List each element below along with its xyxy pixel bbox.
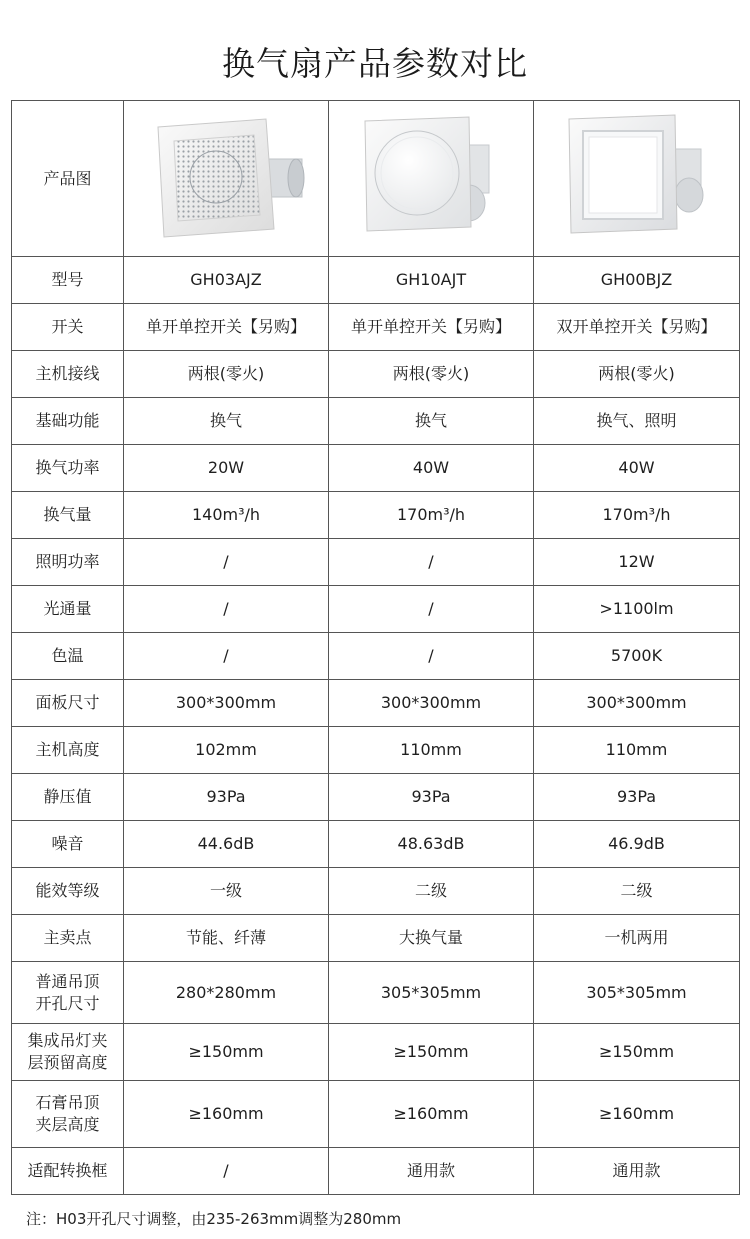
spec-row: [12, 1024, 740, 1081]
spec-value: 40W: [329, 445, 534, 492]
spec-value: GH03AJZ: [124, 257, 329, 304]
spec-row: [12, 586, 740, 633]
spec-row: [12, 727, 740, 774]
spec-value: 102mm: [124, 727, 329, 774]
spec-value: 大换气量: [329, 915, 534, 962]
round-panel-fan-image: [351, 109, 511, 249]
spec-row: [12, 680, 740, 727]
light-panel-fan-image: [557, 109, 717, 249]
spec-row: [12, 539, 740, 586]
spec-value: 20W: [124, 445, 329, 492]
spec-value: 一机两用: [534, 915, 740, 962]
spec-value: /: [124, 586, 329, 633]
spec-row: [12, 774, 740, 821]
spec-value: 5700K: [534, 633, 740, 680]
spec-value: ≥160mm: [534, 1081, 740, 1148]
spec-value: 通用款: [534, 1148, 740, 1195]
spec-value: 换气: [329, 398, 534, 445]
spec-value: 双开单控开关【另购】: [534, 304, 740, 351]
spec-value: ≥160mm: [329, 1081, 534, 1148]
row-label: 换气量: [12, 492, 124, 539]
spec-value: 12W: [534, 539, 740, 586]
row-label: 基础功能: [12, 398, 124, 445]
row-label: 面板尺寸: [12, 680, 124, 727]
spec-value: /: [329, 539, 534, 586]
spec-value: /: [124, 539, 329, 586]
row-label-line: 开孔尺寸: [35, 993, 100, 1013]
spec-value: 二级: [534, 868, 740, 915]
spec-row: [12, 633, 740, 680]
spec-value: 300*300mm: [534, 680, 740, 727]
row-label-line: 石膏吊顶: [35, 1093, 100, 1113]
spec-value: 140m³/h: [124, 492, 329, 539]
image-row: [12, 101, 740, 257]
spec-value: 170m³/h: [329, 492, 534, 539]
spec-row: [12, 915, 740, 962]
spec-value: 节能、纤薄: [124, 915, 329, 962]
spec-row: [12, 351, 740, 398]
spec-value: 一级: [124, 868, 329, 915]
spec-value: 两根(零火): [329, 351, 534, 398]
row-label: 静压值: [12, 774, 124, 821]
spec-value: 通用款: [329, 1148, 534, 1195]
row-label-line: 普通吊顶: [35, 971, 100, 991]
spec-value: /: [124, 633, 329, 680]
spec-value: 单开单控开关【另购】: [124, 304, 329, 351]
spec-row: [12, 445, 740, 492]
row-label: 主卖点: [12, 915, 124, 962]
row-label: 色温: [12, 633, 124, 680]
spec-value: 300*300mm: [329, 680, 534, 727]
spec-row: [12, 962, 740, 1024]
row-label-line: 层预留高度: [27, 1053, 108, 1072]
spec-value: ≥150mm: [124, 1024, 329, 1081]
row-label: 能效等级: [12, 868, 124, 915]
spec-value: 46.9dB: [534, 821, 740, 868]
spec-value: ≥150mm: [329, 1024, 534, 1081]
spec-value: 110mm: [329, 727, 534, 774]
spec-value: /: [329, 633, 534, 680]
spec-comparison-table: [11, 100, 740, 1195]
row-label: 型号: [12, 257, 124, 304]
spec-value: /: [124, 1148, 329, 1195]
spec-value: GH00BJZ: [534, 257, 740, 304]
spec-value: 二级: [329, 868, 534, 915]
square-grille-fan-image: [146, 109, 306, 249]
spec-value: 280*280mm: [124, 962, 329, 1024]
footnote: 注：H03开孔尺寸调整，由235-263mm调整为280mm: [26, 1210, 402, 1228]
spec-value: 300*300mm: [124, 680, 329, 727]
spec-value: 44.6dB: [124, 821, 329, 868]
spec-value: 48.63dB: [329, 821, 534, 868]
spec-row: [12, 304, 740, 351]
spec-value: 93Pa: [124, 774, 329, 821]
row-label: [12, 1081, 124, 1148]
row-label: [12, 1024, 124, 1081]
product-image-cell: [329, 101, 534, 257]
spec-row: [12, 868, 740, 915]
spec-value: ≥150mm: [534, 1024, 740, 1081]
spec-value: 单开单控开关【另购】: [329, 304, 534, 351]
row-label: 适配转换框: [12, 1148, 124, 1195]
spec-value: 170m³/h: [534, 492, 740, 539]
row-label: [12, 962, 124, 1024]
row-label-line: 集成吊灯夹: [27, 1031, 108, 1051]
spec-row: [12, 1148, 740, 1195]
spec-value: 两根(零火): [534, 351, 740, 398]
row-label: 开关: [12, 304, 124, 351]
spec-value: 换气、照明: [534, 398, 740, 445]
row-label: 主机接线: [12, 351, 124, 398]
spec-row: [12, 257, 740, 304]
spec-value: 40W: [534, 445, 740, 492]
spec-value: 换气: [124, 398, 329, 445]
spec-value: 305*305mm: [534, 962, 740, 1024]
row-label-line: 夹层高度: [35, 1115, 100, 1134]
spec-value: 305*305mm: [329, 962, 534, 1024]
row-label: 换气功率: [12, 445, 124, 492]
spec-row: [12, 821, 740, 868]
product-image-cell: [534, 101, 740, 257]
row-label: 光通量: [12, 586, 124, 633]
spec-value: 两根(零火): [124, 351, 329, 398]
row-label: 照明功率: [12, 539, 124, 586]
spec-value: >1100lm: [534, 586, 740, 633]
spec-value: GH10AJT: [329, 257, 534, 304]
spec-row: [12, 398, 740, 445]
spec-value: /: [329, 586, 534, 633]
product-image-cell: [124, 101, 329, 257]
row-label: 噪音: [12, 821, 124, 868]
spec-row: [12, 492, 740, 539]
spec-row: [12, 1081, 740, 1148]
spec-value: ≥160mm: [124, 1081, 329, 1148]
spec-value: 93Pa: [534, 774, 740, 821]
row-label: 主机高度: [12, 727, 124, 774]
spec-value: 110mm: [534, 727, 740, 774]
row-label: 产品图: [12, 101, 124, 257]
spec-value: 93Pa: [329, 774, 534, 821]
page-title: 换气扇产品参数对比: [222, 44, 528, 83]
